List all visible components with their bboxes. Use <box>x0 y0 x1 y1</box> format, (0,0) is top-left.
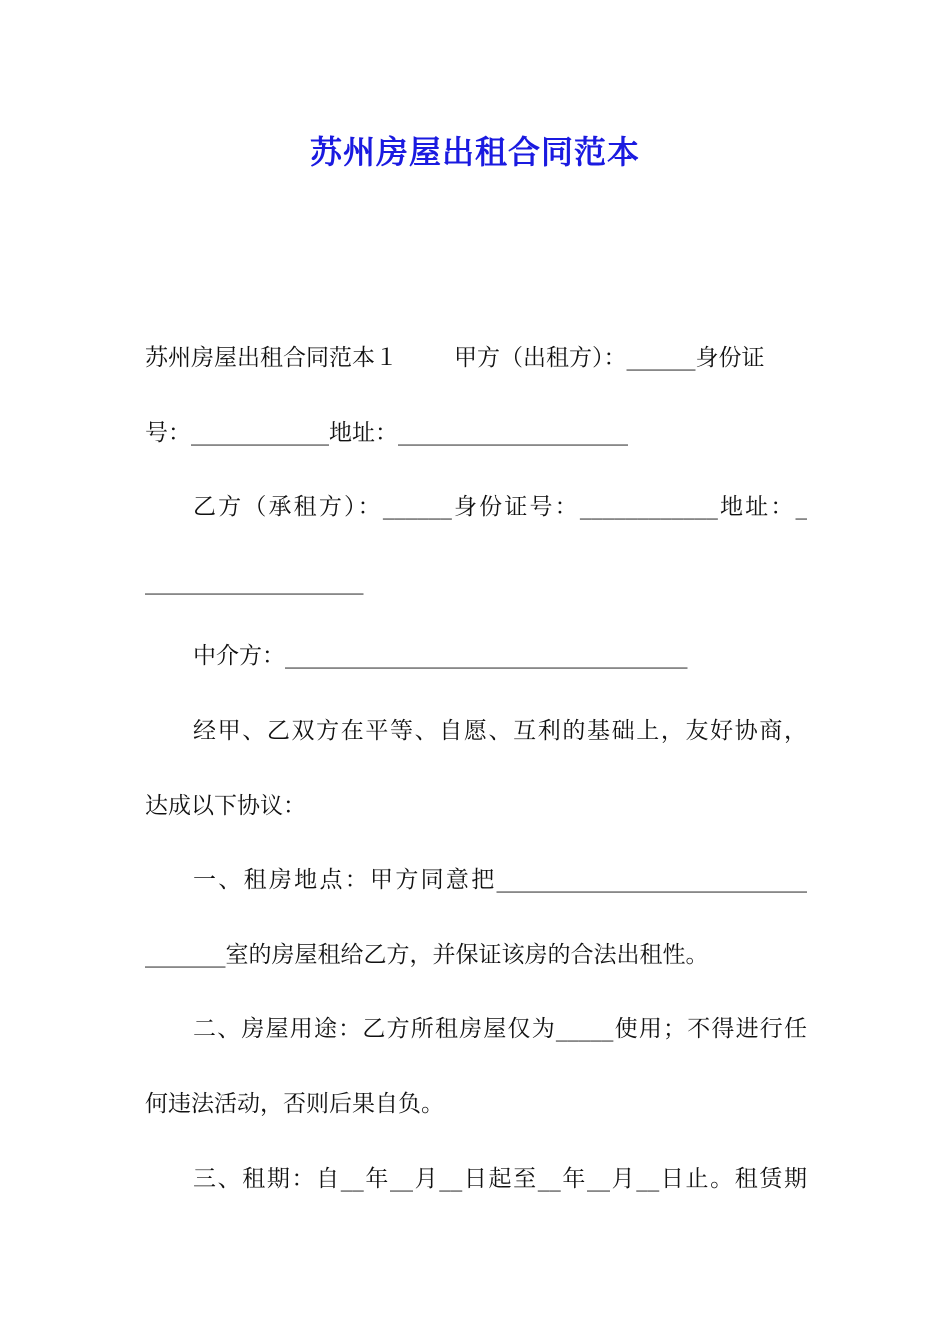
agreement-intro-line: 经甲、乙双方在平等、自愿、互利的基础上，友好协商， <box>193 717 807 744</box>
agent-line: 中介方：___________________________________ <box>193 643 688 670</box>
document-title: 苏州房屋出租合同范本 <box>309 133 640 171</box>
clause-2-line: 二、房屋用途：乙方所租房屋仅为_____使用；不得进行任 <box>193 1016 807 1043</box>
clause-1-line: 一、租房地点：甲方同意把___________________________ <box>193 867 807 894</box>
party-b-address-continued: ___________________ <box>145 568 364 595</box>
contract-subtitle: 苏州房屋出租合同范本１ <box>145 345 398 371</box>
paragraph-line-2: 号：____________地址：____________________ <box>145 419 628 446</box>
paragraph-line-1 <box>145 321 807 396</box>
clause-2-continued: 何违法活动，否则后果自负。 <box>145 1090 444 1117</box>
document-body <box>145 321 807 1216</box>
party-b-line: 乙方（承租方）：______身份证号：____________地址：_ <box>193 494 807 521</box>
party-a-line: 甲方（出租方）：______身份证 <box>454 345 765 371</box>
clause-3-line: 三、租期：自__年__月__日起至__年__月__日止。租赁期 <box>193 1165 807 1192</box>
clause-1-continued: _______室的房屋租给乙方，并保证该房的合法出租性。 <box>145 941 709 968</box>
agreement-intro-continued: 达成以下协议： <box>145 792 306 819</box>
